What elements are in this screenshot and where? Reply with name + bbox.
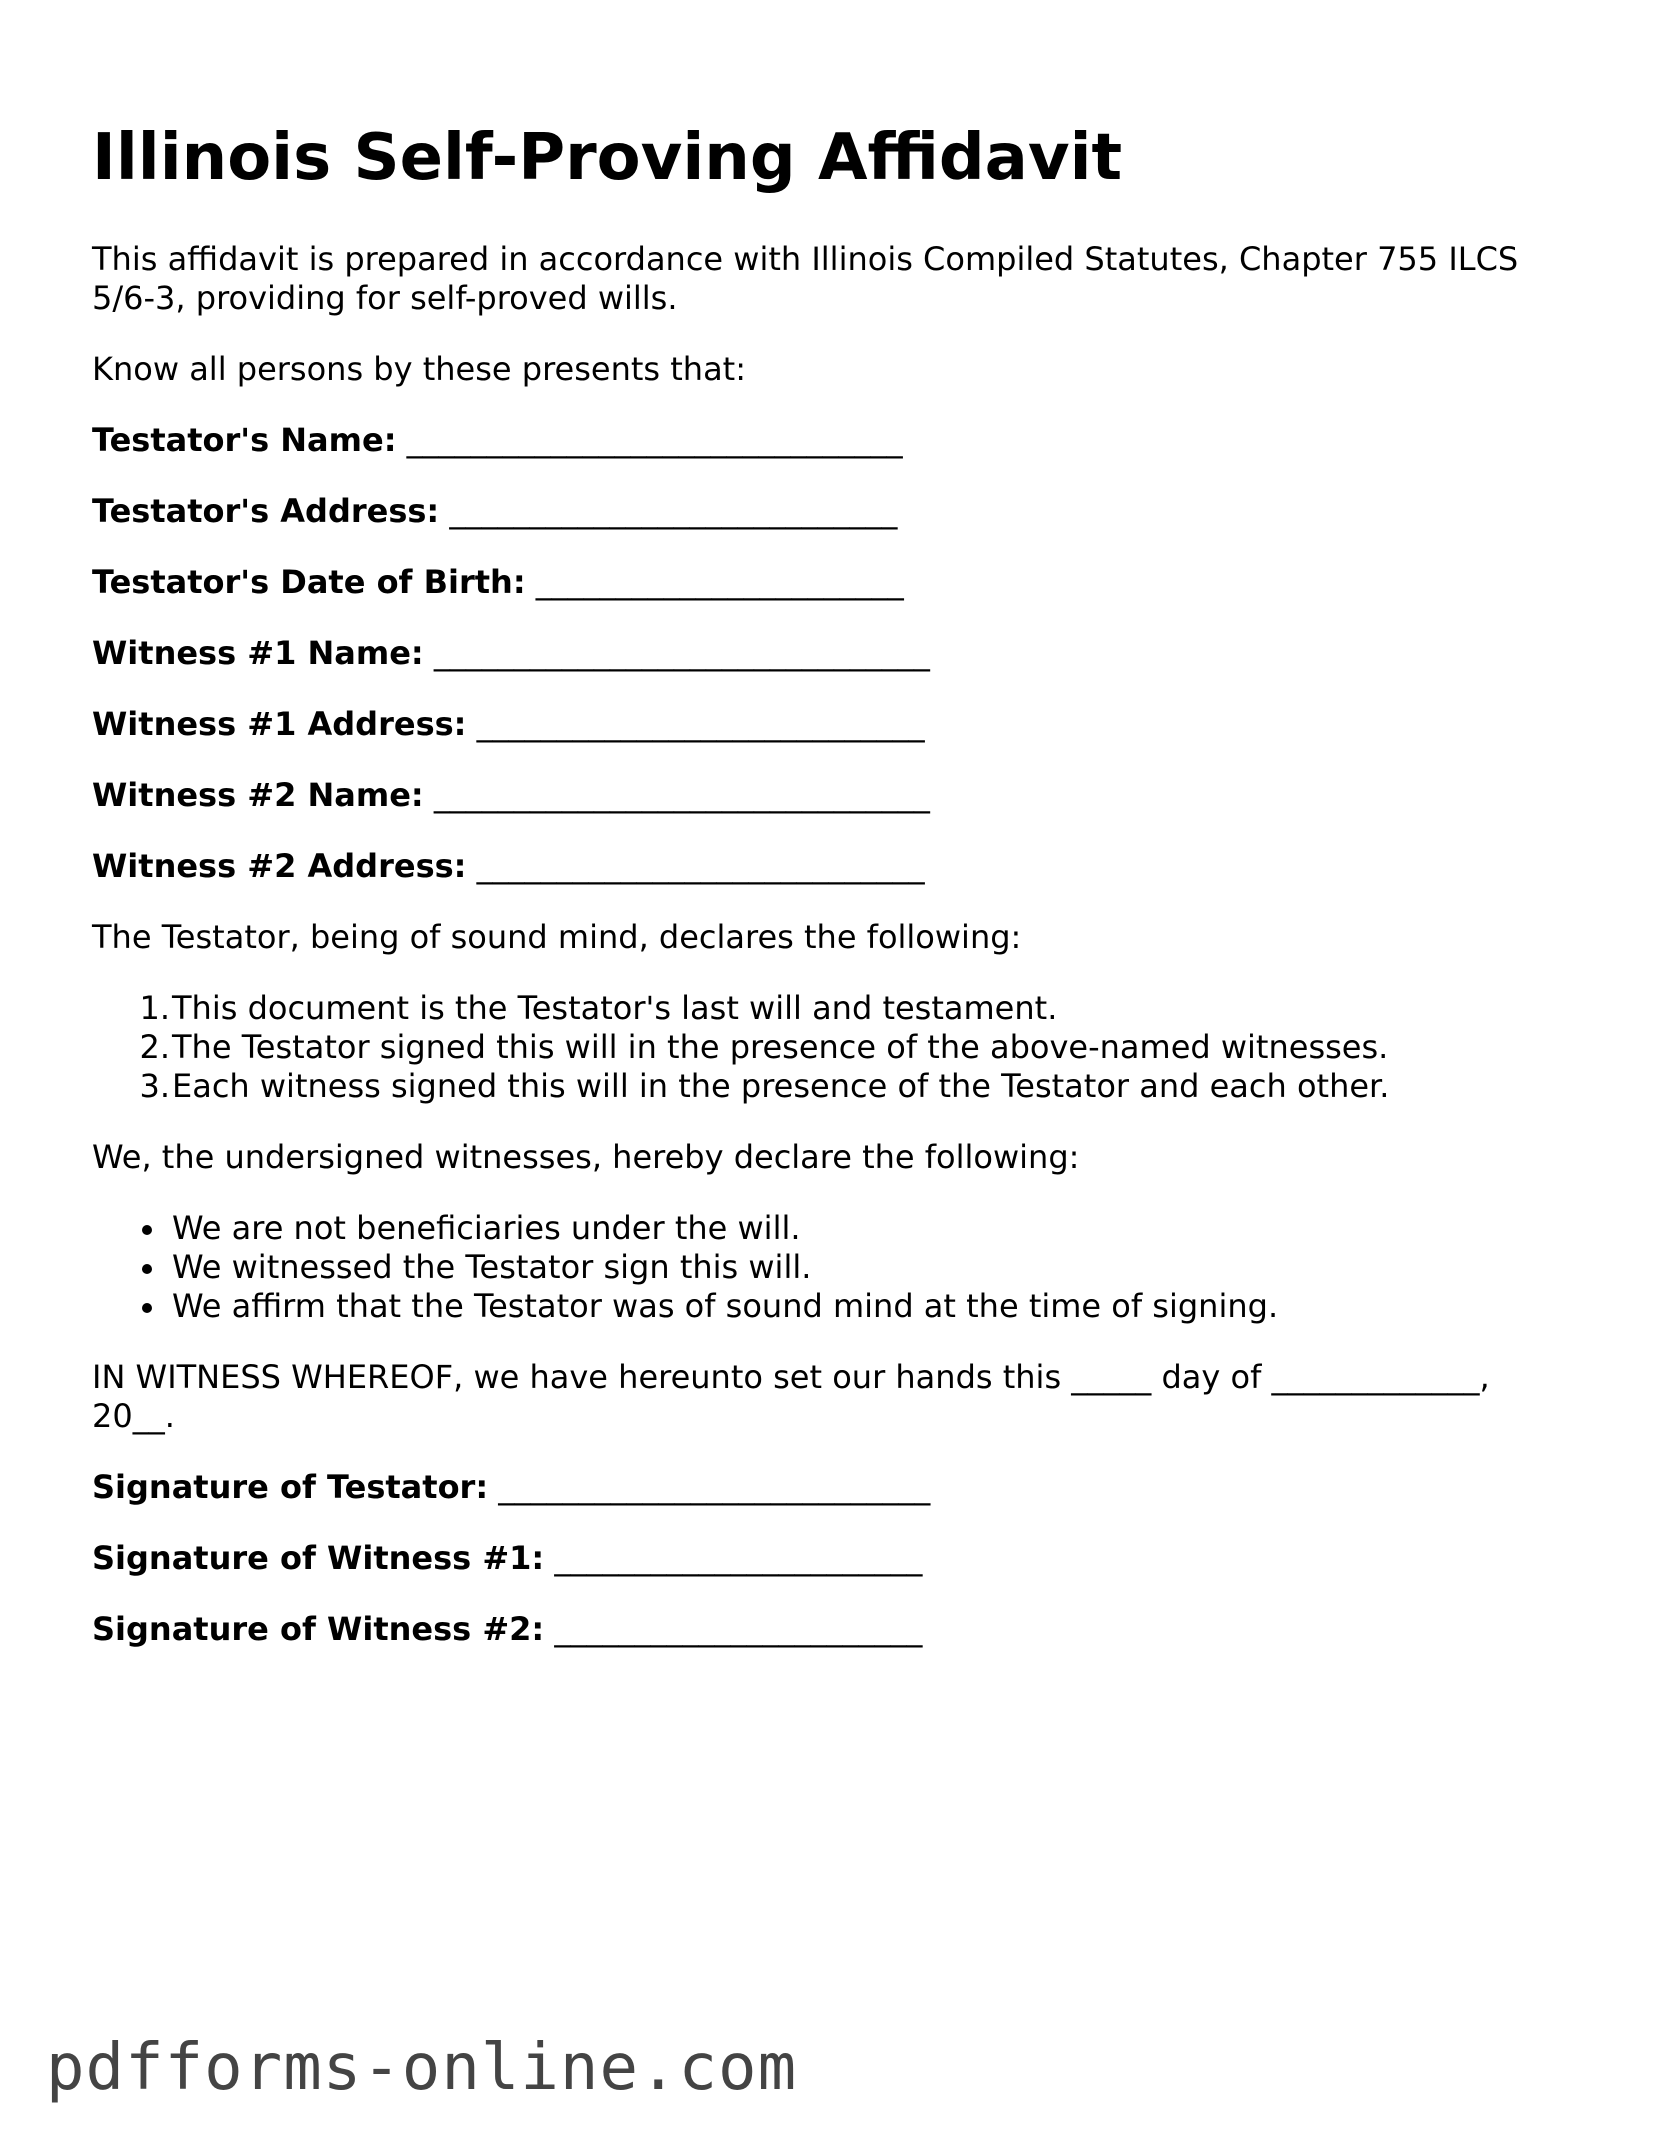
testator-dob-field[interactable] — [92, 563, 904, 602]
witnesses-declare-heading: We, the undersigned witnesses, hereby declare the following: — [92, 1138, 1080, 1176]
list-item — [92, 1287, 1278, 1326]
list-item-text: This document is the Testator's last will and testament. — [172, 989, 1058, 1027]
witness2-signature-blank[interactable]: _______________________ — [554, 1610, 923, 1648]
testator-signature-label: Signature of Testator: — [92, 1468, 489, 1506]
witness1-name-label: Witness #1 Name: — [92, 634, 424, 672]
witness1-signature-label: Signature of Witness #1: — [92, 1539, 545, 1577]
site-watermark: pdfforms-online.com — [46, 2031, 798, 2105]
list-number: 1. — [139, 989, 170, 1027]
witness2-name-label: Witness #2 Name: — [92, 776, 424, 814]
bullet-icon — [142, 1303, 152, 1313]
witness-statements-list — [92, 1209, 1278, 1326]
testator-signature-field[interactable] — [92, 1468, 930, 1507]
bullet-icon — [142, 1225, 152, 1235]
witness1-address-blank[interactable]: ____________________________ — [476, 705, 925, 743]
bullet-icon — [142, 1264, 152, 1274]
witness1-name-blank[interactable]: _______________________________ — [433, 634, 930, 672]
witness1-signature-field[interactable] — [92, 1539, 922, 1578]
witness2-signature-label: Signature of Witness #2: — [92, 1610, 545, 1648]
testator-name-label: Testator's Name: — [92, 421, 397, 459]
list-item — [92, 1028, 1389, 1067]
witness2-name-blank[interactable]: _______________________________ — [433, 776, 930, 814]
witness2-name-field[interactable] — [92, 776, 930, 815]
testator-name-field[interactable] — [92, 421, 903, 460]
list-item — [92, 1248, 1278, 1287]
in-witness-whereof[interactable]: IN WITNESS WHEREOF, we have hereunto set our hands this _____ day of _____________, 20__. — [92, 1358, 1490, 1435]
witness1-address-label: Witness #1 Address: — [92, 705, 467, 743]
list-number: 2. — [139, 1028, 170, 1066]
intro-paragraph: This affidavit is prepared in accordance with Illinois Compiled Statutes, Chapter 755 ILCS 5/6-3, providing for self-proved wills. — [92, 240, 1519, 317]
witness2-address-blank[interactable]: ____________________________ — [476, 847, 925, 885]
witness1-signature-blank[interactable]: _______________________ — [554, 1539, 923, 1577]
document-title: Illinois Self-Proving Affidavit — [92, 121, 1123, 195]
testator-dob-blank[interactable]: _______________________ — [535, 563, 904, 601]
testator-address-label: Testator's Address: — [92, 492, 440, 530]
list-item — [92, 989, 1389, 1028]
witness2-address-label: Witness #2 Address: — [92, 847, 467, 885]
witness2-address-field[interactable] — [92, 847, 925, 886]
list-item-text: The Testator signed this will in the presence of the above-named witnesses. — [172, 1028, 1389, 1066]
witness2-signature-field[interactable] — [92, 1610, 922, 1649]
testator-signature-blank[interactable]: ___________________________ — [498, 1468, 931, 1506]
testator-name-blank[interactable]: _______________________________ — [406, 421, 903, 459]
list-item-text: We are not beneficiaries under the will. — [172, 1209, 801, 1247]
testator-address-field[interactable] — [92, 492, 897, 531]
list-item-text: We affirm that the Testator was of sound mind at the time of signing. — [172, 1287, 1279, 1325]
witness1-address-field[interactable] — [92, 705, 925, 744]
list-item — [92, 1209, 1278, 1248]
testator-declares-heading: The Testator, being of sound mind, declares the following: — [92, 918, 1022, 956]
list-item-text: We witnessed the Testator sign this will. — [172, 1248, 812, 1286]
witness1-name-field[interactable] — [92, 634, 930, 673]
list-item-text: Each witness signed this will in the presence of the Testator and each other. — [172, 1067, 1390, 1105]
list-number: 3. — [139, 1067, 170, 1105]
testator-dob-label: Testator's Date of Birth: — [92, 563, 526, 601]
testator-address-blank[interactable]: ____________________________ — [449, 492, 898, 530]
know-all-statement: Know all persons by these presents that: — [92, 350, 746, 388]
list-item — [92, 1067, 1389, 1106]
declarations-list — [92, 989, 1389, 1106]
